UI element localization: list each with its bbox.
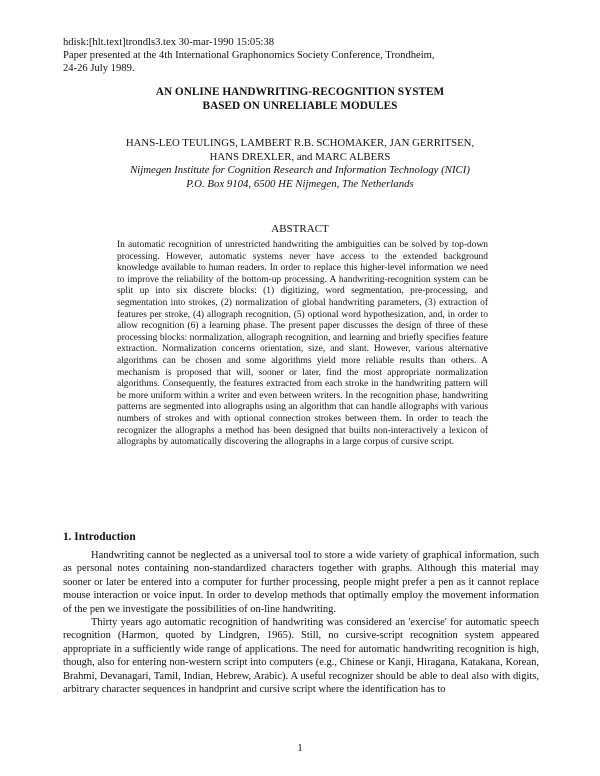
- abstract-text: In automatic recognition of unrestricted handwriting the ambiguities can be solved by top-down processing. However, automatic systems never have access to the extended background knowledge available to human readers. In order to replace this higher-level information we need to improve the reliability of the bottom-up processing. A handwriting-recognition system can be split up into six discrete blocks: (1) digitizing, word segmentation, pre-processing, and segmentation into strokes, (2) normalization of global handwriting parameters, (3) extraction of features per stroke, (4) allograph recognition, (5) optional word hypothesization, and, in order to allow recognition (6) a learning phase. The present paper discusses the design of three of these processing blocks: normalization, allograph recognition, and learning and briefly specifies feature extraction. Normalization concerns orientation, size, and slant. However, various alternative algorithms can be chosen and some algorithms yield more reliable results than others. A mechanism is proposed that will, sooner or later, find the most appropriate normalization algorithms. Consequently, the features extracted from each stroke in the handwriting pattern will be more uniform within a writer and even between writers. In the recognition phase, handwriting patterns are segmented into allographs using an algorithm that can handle allographs with various numbers of strokes and with optional connection strokes between them. In order to teach the recognizer the allographs a method has been designed that builts non-interactively a lexicon of allographs by automatically discovering the allographs in a large corpus of cursive script.: [117, 240, 488, 448]
- introduction-body: [63, 549, 539, 696]
- title-line-1: AN ONLINE HANDWRITING-RECOGNITION SYSTEM: [155, 86, 445, 98]
- header-conference-line: Paper presented at the 4th International Graphonomics Society Conference, Trondheim,: [63, 50, 435, 61]
- file-header: [63, 36, 543, 75]
- affiliation: [60, 164, 540, 191]
- title-line-2: BASED ON UNRELIABLE MODULES: [202, 100, 398, 112]
- section-heading-introduction: 1. Introduction: [63, 531, 136, 543]
- introduction-paragraph-2: Thirty years ago automatic recognition of handwriting was considered an 'exercise' for automatic speech recognition (Harmon, quoted by Lindgren, 1965). Still, no cursive-script recognition system appeared appropriate in a sufficiently wide range of applications. The need for automatic handwriting recognition is high, though, also for entering non-western script into computers (e.g., Chinese or Kanji, Hiragana, Katakana, Korean, Brahmi, Devanagari, Tamil, Indian, Hebrew, Arabic). A useful recognizer should be able to deal also with digits, arbitrary character sequences in handprint and cursive script where the identification has to: [63, 617, 539, 696]
- authors-line-1: HANS-LEO TEULINGS, LAMBERT R.B. SCHOMAKER, JAN GERRITSEN,: [125, 137, 475, 149]
- header-file-line: hdisk:[hlt.text]trondls3.tex 30-mar-1990 15:05:38: [63, 37, 275, 48]
- abstract-heading: ABSTRACT: [271, 223, 329, 235]
- author-list: [60, 137, 540, 164]
- affiliation-line-2: P.O. Box 9104, 6500 HE Nijmegen, The Netherlands: [186, 177, 414, 190]
- affiliation-line-1: Nijmegen Institute for Cognition Research and Information Technology (NICI): [130, 164, 470, 176]
- page-number: 1: [297, 742, 303, 754]
- paper-title: [60, 85, 540, 113]
- introduction-paragraph-1: Handwriting cannot be neglected as a universal tool to store a wide variety of graphical information, such as personal notes containing non-standardized characters together with graphs. Although this material may sooner or later be entered into a computer for further processing, people might prefer a pen as it cannot replace mouse interaction or voice input. In order to develop methods that optimally employ the movement information of the pen we investigate the possibilities of on-line handwriting.: [63, 550, 539, 615]
- header-date-line: 24-26 July 1989.: [63, 63, 135, 74]
- authors-line-2: HANS DREXLER, and MARC ALBERS: [209, 150, 391, 163]
